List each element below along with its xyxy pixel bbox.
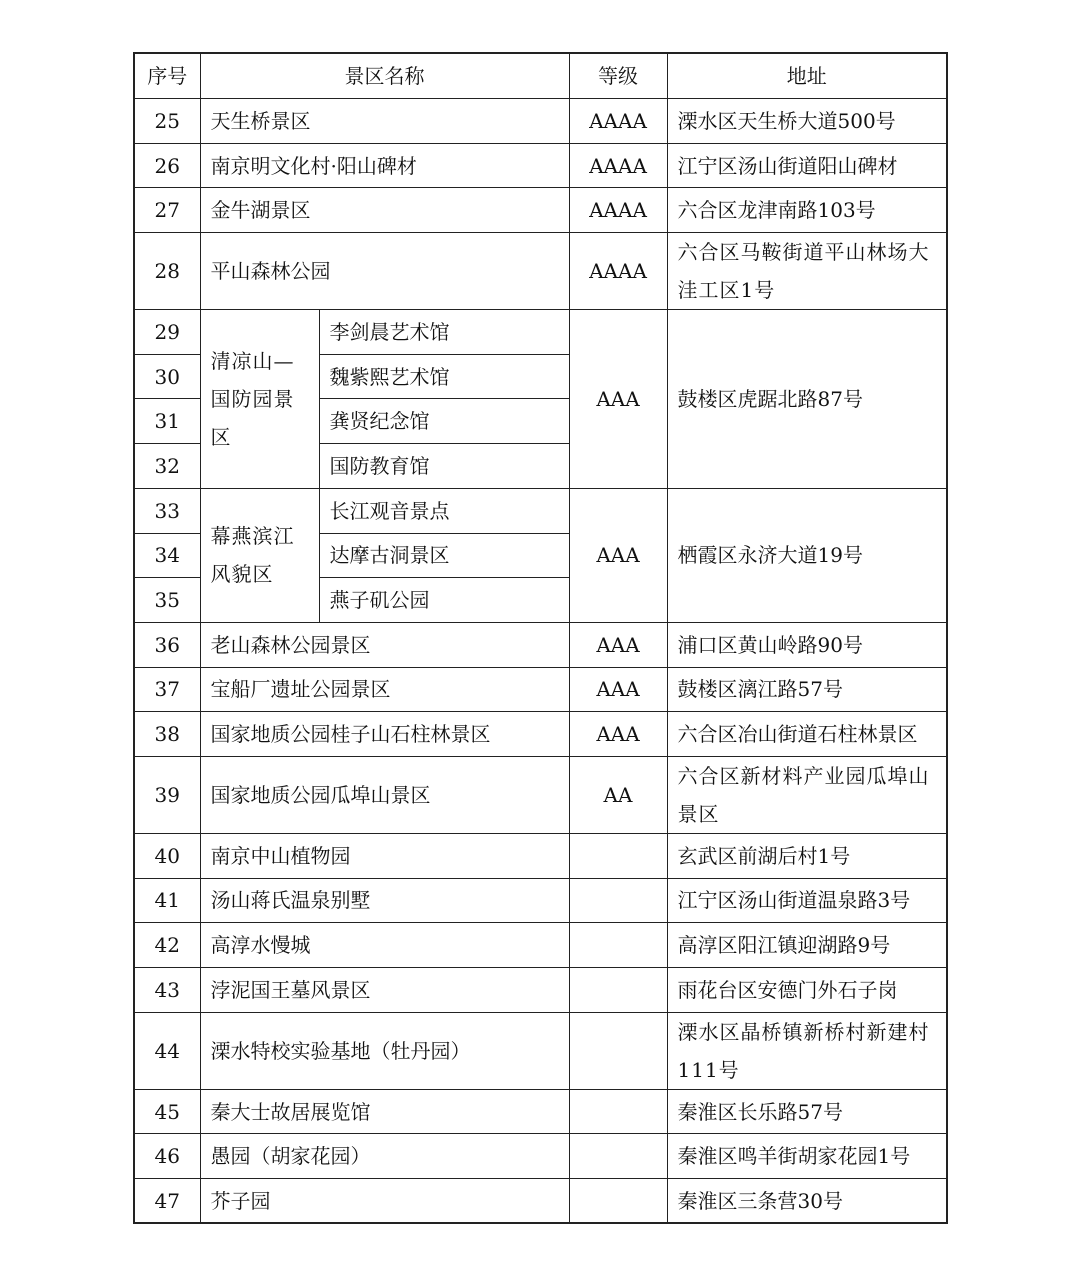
row-name: 宝船厂遗址公园景区 [200, 667, 569, 712]
row-level [569, 833, 667, 878]
row-address: 玄武区前湖后村1号 [667, 833, 947, 878]
row-no: 43 [134, 968, 200, 1013]
row-name: 秦大士故居展览馆 [200, 1089, 569, 1134]
group-address: 栖霞区永济大道19号 [667, 488, 947, 622]
row-level: AAAA [569, 143, 667, 188]
row-no: 44 [134, 1012, 200, 1089]
row-level [569, 968, 667, 1013]
row-name: 南京明文化村·阳山碑材 [200, 143, 569, 188]
row-no: 28 [134, 233, 200, 310]
group-name: 清凉山—国防园景区 [200, 310, 319, 489]
row-address: 秦淮区三条营30号 [667, 1179, 947, 1224]
row-address: 浦口区黄山岭路90号 [667, 622, 947, 667]
table-row [134, 667, 947, 712]
row-name: 愚园（胡家花园） [200, 1134, 569, 1179]
group-level: AAA [569, 310, 667, 489]
row-address: 江宁区汤山街道阳山碑材 [667, 143, 947, 188]
row-level: AAAA [569, 233, 667, 310]
row-no: 38 [134, 712, 200, 757]
row-level [569, 1012, 667, 1089]
row-no: 32 [134, 444, 200, 489]
row-level [569, 1089, 667, 1134]
row-name: 高淳水慢城 [200, 923, 569, 968]
table-row [134, 833, 947, 878]
row-sub-name: 龚贤纪念馆 [319, 399, 569, 444]
header-address: 地址 [667, 53, 947, 99]
table-row [134, 488, 947, 533]
row-name: 国家地质公园桂子山石柱林景区 [200, 712, 569, 757]
table-row [134, 756, 947, 833]
row-address: 六合区新材料产业园瓜埠山景区 [667, 756, 947, 833]
table-row [134, 1012, 947, 1089]
row-address: 秦淮区长乐路57号 [667, 1089, 947, 1134]
row-no: 46 [134, 1134, 200, 1179]
row-no: 41 [134, 878, 200, 923]
row-address: 秦淮区鸣羊街胡家花园1号 [667, 1134, 947, 1179]
row-name: 南京中山植物园 [200, 833, 569, 878]
row-sub-name: 达摩古洞景区 [319, 533, 569, 578]
group-level: AAA [569, 488, 667, 622]
table-row [134, 233, 947, 310]
row-level [569, 878, 667, 923]
row-no: 39 [134, 756, 200, 833]
row-address: 溧水区天生桥大道500号 [667, 99, 947, 144]
row-sub-name: 国防教育馆 [319, 444, 569, 489]
row-name: 老山森林公园景区 [200, 622, 569, 667]
row-level: AAAA [569, 99, 667, 144]
row-address: 溧水区晶桥镇新桥村新建村111号 [667, 1012, 947, 1089]
row-no: 47 [134, 1179, 200, 1224]
row-level [569, 1179, 667, 1224]
row-no: 30 [134, 354, 200, 399]
row-level [569, 923, 667, 968]
row-name: 汤山蒋氏温泉别墅 [200, 878, 569, 923]
row-no: 45 [134, 1089, 200, 1134]
row-address: 江宁区汤山街道温泉路3号 [667, 878, 947, 923]
row-no: 42 [134, 923, 200, 968]
table-row [134, 712, 947, 757]
row-name: 天生桥景区 [200, 99, 569, 144]
row-no: 36 [134, 622, 200, 667]
row-address: 鼓楼区漓江路57号 [667, 667, 947, 712]
row-no: 40 [134, 833, 200, 878]
row-sub-name: 长江观音景点 [319, 488, 569, 533]
table-row [134, 878, 947, 923]
table-row [134, 310, 947, 355]
row-no: 26 [134, 143, 200, 188]
row-no: 31 [134, 399, 200, 444]
row-name: 芥子园 [200, 1179, 569, 1224]
row-no: 34 [134, 533, 200, 578]
row-address: 六合区马鞍街道平山林场大洼工区1号 [667, 233, 947, 310]
scenic-spot-table [133, 52, 948, 1224]
row-no: 25 [134, 99, 200, 144]
table-row [134, 1089, 947, 1134]
row-name: 溧水特校实验基地（牡丹园） [200, 1012, 569, 1089]
row-level: AAAA [569, 188, 667, 233]
row-no: 37 [134, 667, 200, 712]
row-name: 国家地质公园瓜埠山景区 [200, 756, 569, 833]
table-row [134, 622, 947, 667]
table-row [134, 143, 947, 188]
table-row [134, 923, 947, 968]
header-name: 景区名称 [200, 53, 569, 99]
row-address: 六合区龙津南路103号 [667, 188, 947, 233]
row-level: AAA [569, 622, 667, 667]
row-level: AA [569, 756, 667, 833]
group-address: 鼓楼区虎踞北路87号 [667, 310, 947, 489]
row-sub-name: 燕子矶公园 [319, 578, 569, 623]
row-sub-name: 魏紫熙艺术馆 [319, 354, 569, 399]
header-no: 序号 [134, 53, 200, 99]
row-name: 浡泥国王墓风景区 [200, 968, 569, 1013]
row-no: 29 [134, 310, 200, 355]
row-no: 33 [134, 488, 200, 533]
group-name: 幕燕滨江风貌区 [200, 488, 319, 622]
row-no: 27 [134, 188, 200, 233]
row-no: 35 [134, 578, 200, 623]
table-row [134, 968, 947, 1013]
table-row [134, 1179, 947, 1224]
row-address: 高淳区阳江镇迎湖路9号 [667, 923, 947, 968]
table-row [134, 99, 947, 144]
table-row [134, 1134, 947, 1179]
row-address: 六合区冶山街道石柱林景区 [667, 712, 947, 757]
header-level: 等级 [569, 53, 667, 99]
row-address: 雨花台区安德门外石子岗 [667, 968, 947, 1013]
row-level: AAA [569, 712, 667, 757]
table-row [134, 188, 947, 233]
row-name: 金牛湖景区 [200, 188, 569, 233]
row-sub-name: 李剑晨艺术馆 [319, 310, 569, 355]
row-level [569, 1134, 667, 1179]
row-level: AAA [569, 667, 667, 712]
row-name: 平山森林公园 [200, 233, 569, 310]
